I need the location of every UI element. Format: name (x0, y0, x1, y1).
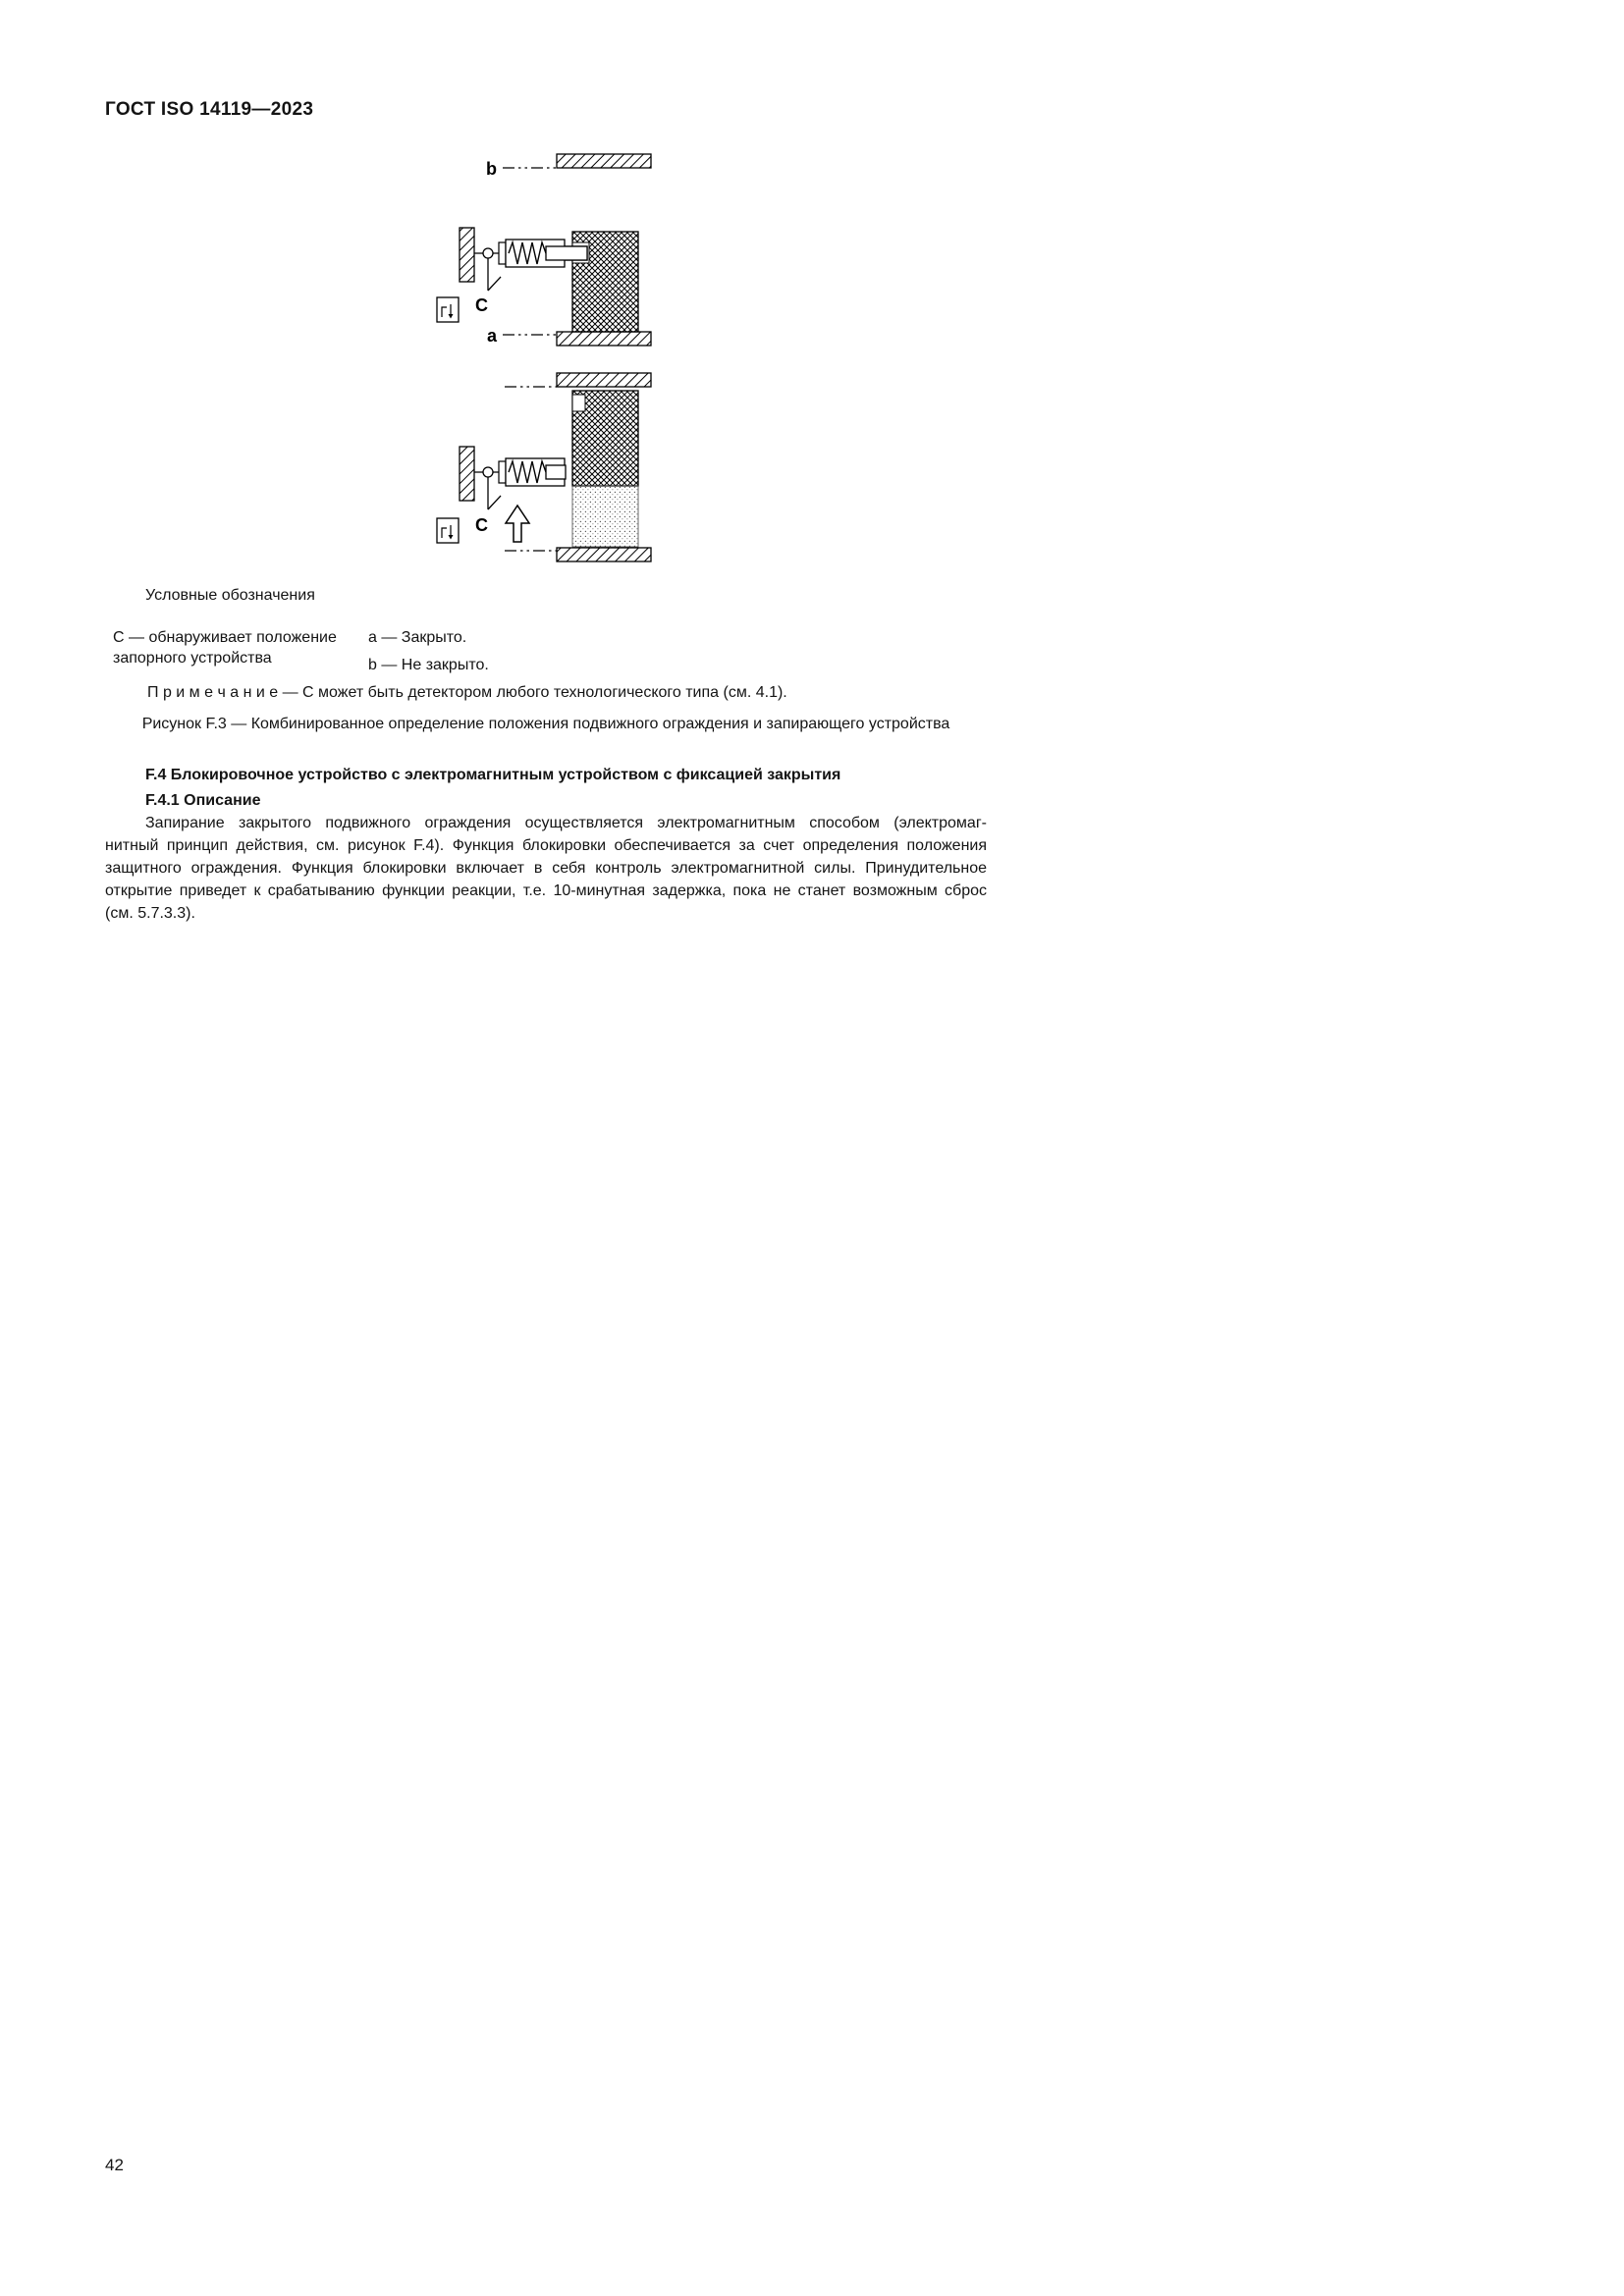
position-sensor-icon (437, 518, 459, 543)
paragraph-line: открытие приведет к срабатыванию функции реакции, т.е. 10-минутная задержка, пока не станет возможным сброс (105, 882, 987, 899)
body-paragraph (105, 812, 987, 925)
document-code: ГОСТ ISO 14119—2023 (105, 99, 314, 120)
section-heading-f4: F.4 Блокировочное устройство с электромагнитным устройством с фиксацией закрытия (145, 767, 841, 783)
bolt-slot-empty (572, 395, 585, 411)
legend-item-c (113, 627, 337, 668)
section-subheading-f41: F.4.1 Описание (145, 792, 261, 809)
position-sensor-icon (437, 297, 459, 322)
page-number: 42 (105, 2156, 124, 2174)
locking-bolt-retracted (546, 465, 566, 479)
locking-bolt-tip (546, 246, 587, 260)
figure-state-locked (437, 154, 651, 346)
fixed-wall-top (557, 154, 651, 168)
pivot-joint (483, 467, 493, 477)
label-a: a (486, 326, 497, 346)
label-c-top: C (475, 295, 488, 315)
guard-opening-area (572, 486, 638, 547)
paragraph-line: (см. 5.7.3.3). (105, 905, 195, 922)
figure-state-unlocked (437, 373, 651, 561)
switch-lever (488, 277, 501, 291)
paragraph-line: защитного ограждения. Функция блокировки включает в себя контроль электромагнитной силы. Принудительное (105, 860, 987, 877)
actuator-mount-wall (460, 228, 474, 282)
bolt-backplate (499, 461, 506, 483)
bolt-backplate (499, 242, 506, 264)
legend-line: запорного устройства (113, 650, 272, 667)
label-c-bottom: C (475, 515, 488, 535)
fixed-wall-bottom (557, 332, 651, 346)
switch-lever (488, 496, 501, 509)
guard-motion-arrow-icon (506, 506, 529, 542)
legend-line: b — Не закрыто. (368, 657, 489, 673)
figure-note: П р и м е ч а н и е — С может быть детектором любого технологического типа (см. 4.1). (147, 684, 787, 701)
legend-title: Условные обозначения (145, 587, 315, 604)
fixed-wall-bottom (557, 548, 651, 561)
paragraph-line: Запирание закрытого подвижного ограждения осуществляется электромагнитным способом (электромаг- (145, 815, 987, 831)
legend-line: С — обнаруживает положение (113, 629, 337, 646)
fixed-wall-top (557, 373, 651, 387)
figure-caption: Рисунок F.3 — Комбинированное определение положения подвижного ограждения и запирающего устройства (141, 716, 950, 732)
legend-line: a — Закрыто. (368, 629, 467, 646)
paragraph-line: нитный принцип действия, см. рисунок F.4). Функция блокировки обеспечивается за счет определения положения (105, 837, 987, 854)
label-b: b (486, 159, 497, 179)
pivot-joint (483, 248, 493, 258)
actuator-mount-wall (460, 447, 474, 501)
legend-item-ab (368, 627, 489, 675)
figure-f3-diagram (427, 147, 663, 569)
